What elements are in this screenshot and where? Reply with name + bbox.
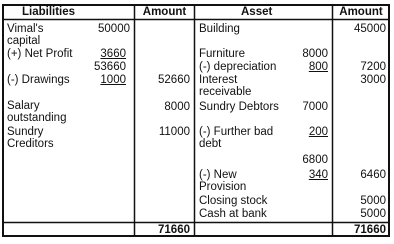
capital-net-amount: 52660 — [158, 74, 190, 86]
interest-amount: 3000 — [360, 74, 386, 86]
provision-value: 340 — [308, 169, 328, 181]
debtors-label: Sundry Debtors — [199, 101, 279, 113]
salary-amount: 8000 — [164, 101, 190, 113]
header-asset: Asset — [241, 6, 273, 18]
capital-subtotal: 53660 — [94, 61, 126, 73]
header-amount-assets: Amount — [339, 6, 383, 18]
creditors-label-line2: Creditors — [7, 138, 54, 150]
cash-amount: 5000 — [360, 208, 386, 220]
provision-label-line1: (-) New — [199, 169, 237, 181]
salary-label-line2: outstanding — [7, 112, 67, 124]
bad-debt-label-line2: debt — [199, 138, 222, 150]
liabilities-total: 71660 — [158, 224, 190, 236]
interest-label-line1: Interest — [199, 74, 238, 86]
provision-label-line2: Provision — [199, 181, 247, 193]
depreciation-label: (-) depreciation — [199, 61, 277, 73]
building-amount: 45000 — [354, 23, 386, 35]
debtors-net-amount: 6460 — [360, 169, 386, 181]
creditors-amount: 11000 — [158, 126, 190, 138]
drawings-value: 1000 — [100, 74, 126, 86]
header-liabilities: Liabilities — [22, 6, 76, 18]
drawings-label: (-) Drawings — [7, 74, 70, 86]
furniture-net-amount: 7200 — [360, 61, 386, 73]
bad-debt-label-line1: (-) Further bad — [199, 126, 274, 138]
interest-label-line2: receivable — [199, 86, 252, 98]
capital-label-line1: Vimal's — [7, 23, 44, 35]
assets-total: 71660 — [354, 224, 386, 236]
furniture-value: 8000 — [302, 48, 328, 60]
furniture-label: Furniture — [199, 48, 246, 60]
salary-label-line1: Salary — [7, 100, 40, 112]
depreciation-value: 800 — [308, 61, 328, 73]
debtors-value: 7000 — [302, 101, 328, 113]
net-profit-label: (+) Net Profit — [7, 48, 73, 60]
capital-value: 50000 — [98, 23, 130, 35]
net-profit-value: 3660 — [100, 48, 126, 60]
bad-debt-value: 200 — [308, 126, 328, 138]
capital-label-line2: capital — [7, 35, 41, 47]
debtors-subtotal: 6800 — [302, 154, 328, 166]
cash-label: Cash at bank — [199, 208, 267, 220]
building-label: Building — [199, 23, 240, 35]
creditors-label-line1: Sundry — [7, 126, 44, 138]
stock-label: Closing stock — [199, 195, 268, 207]
header-amount-liabilities: Amount — [142, 6, 187, 18]
balance-sheet — [2, 4, 390, 237]
stock-amount: 5000 — [360, 195, 386, 207]
